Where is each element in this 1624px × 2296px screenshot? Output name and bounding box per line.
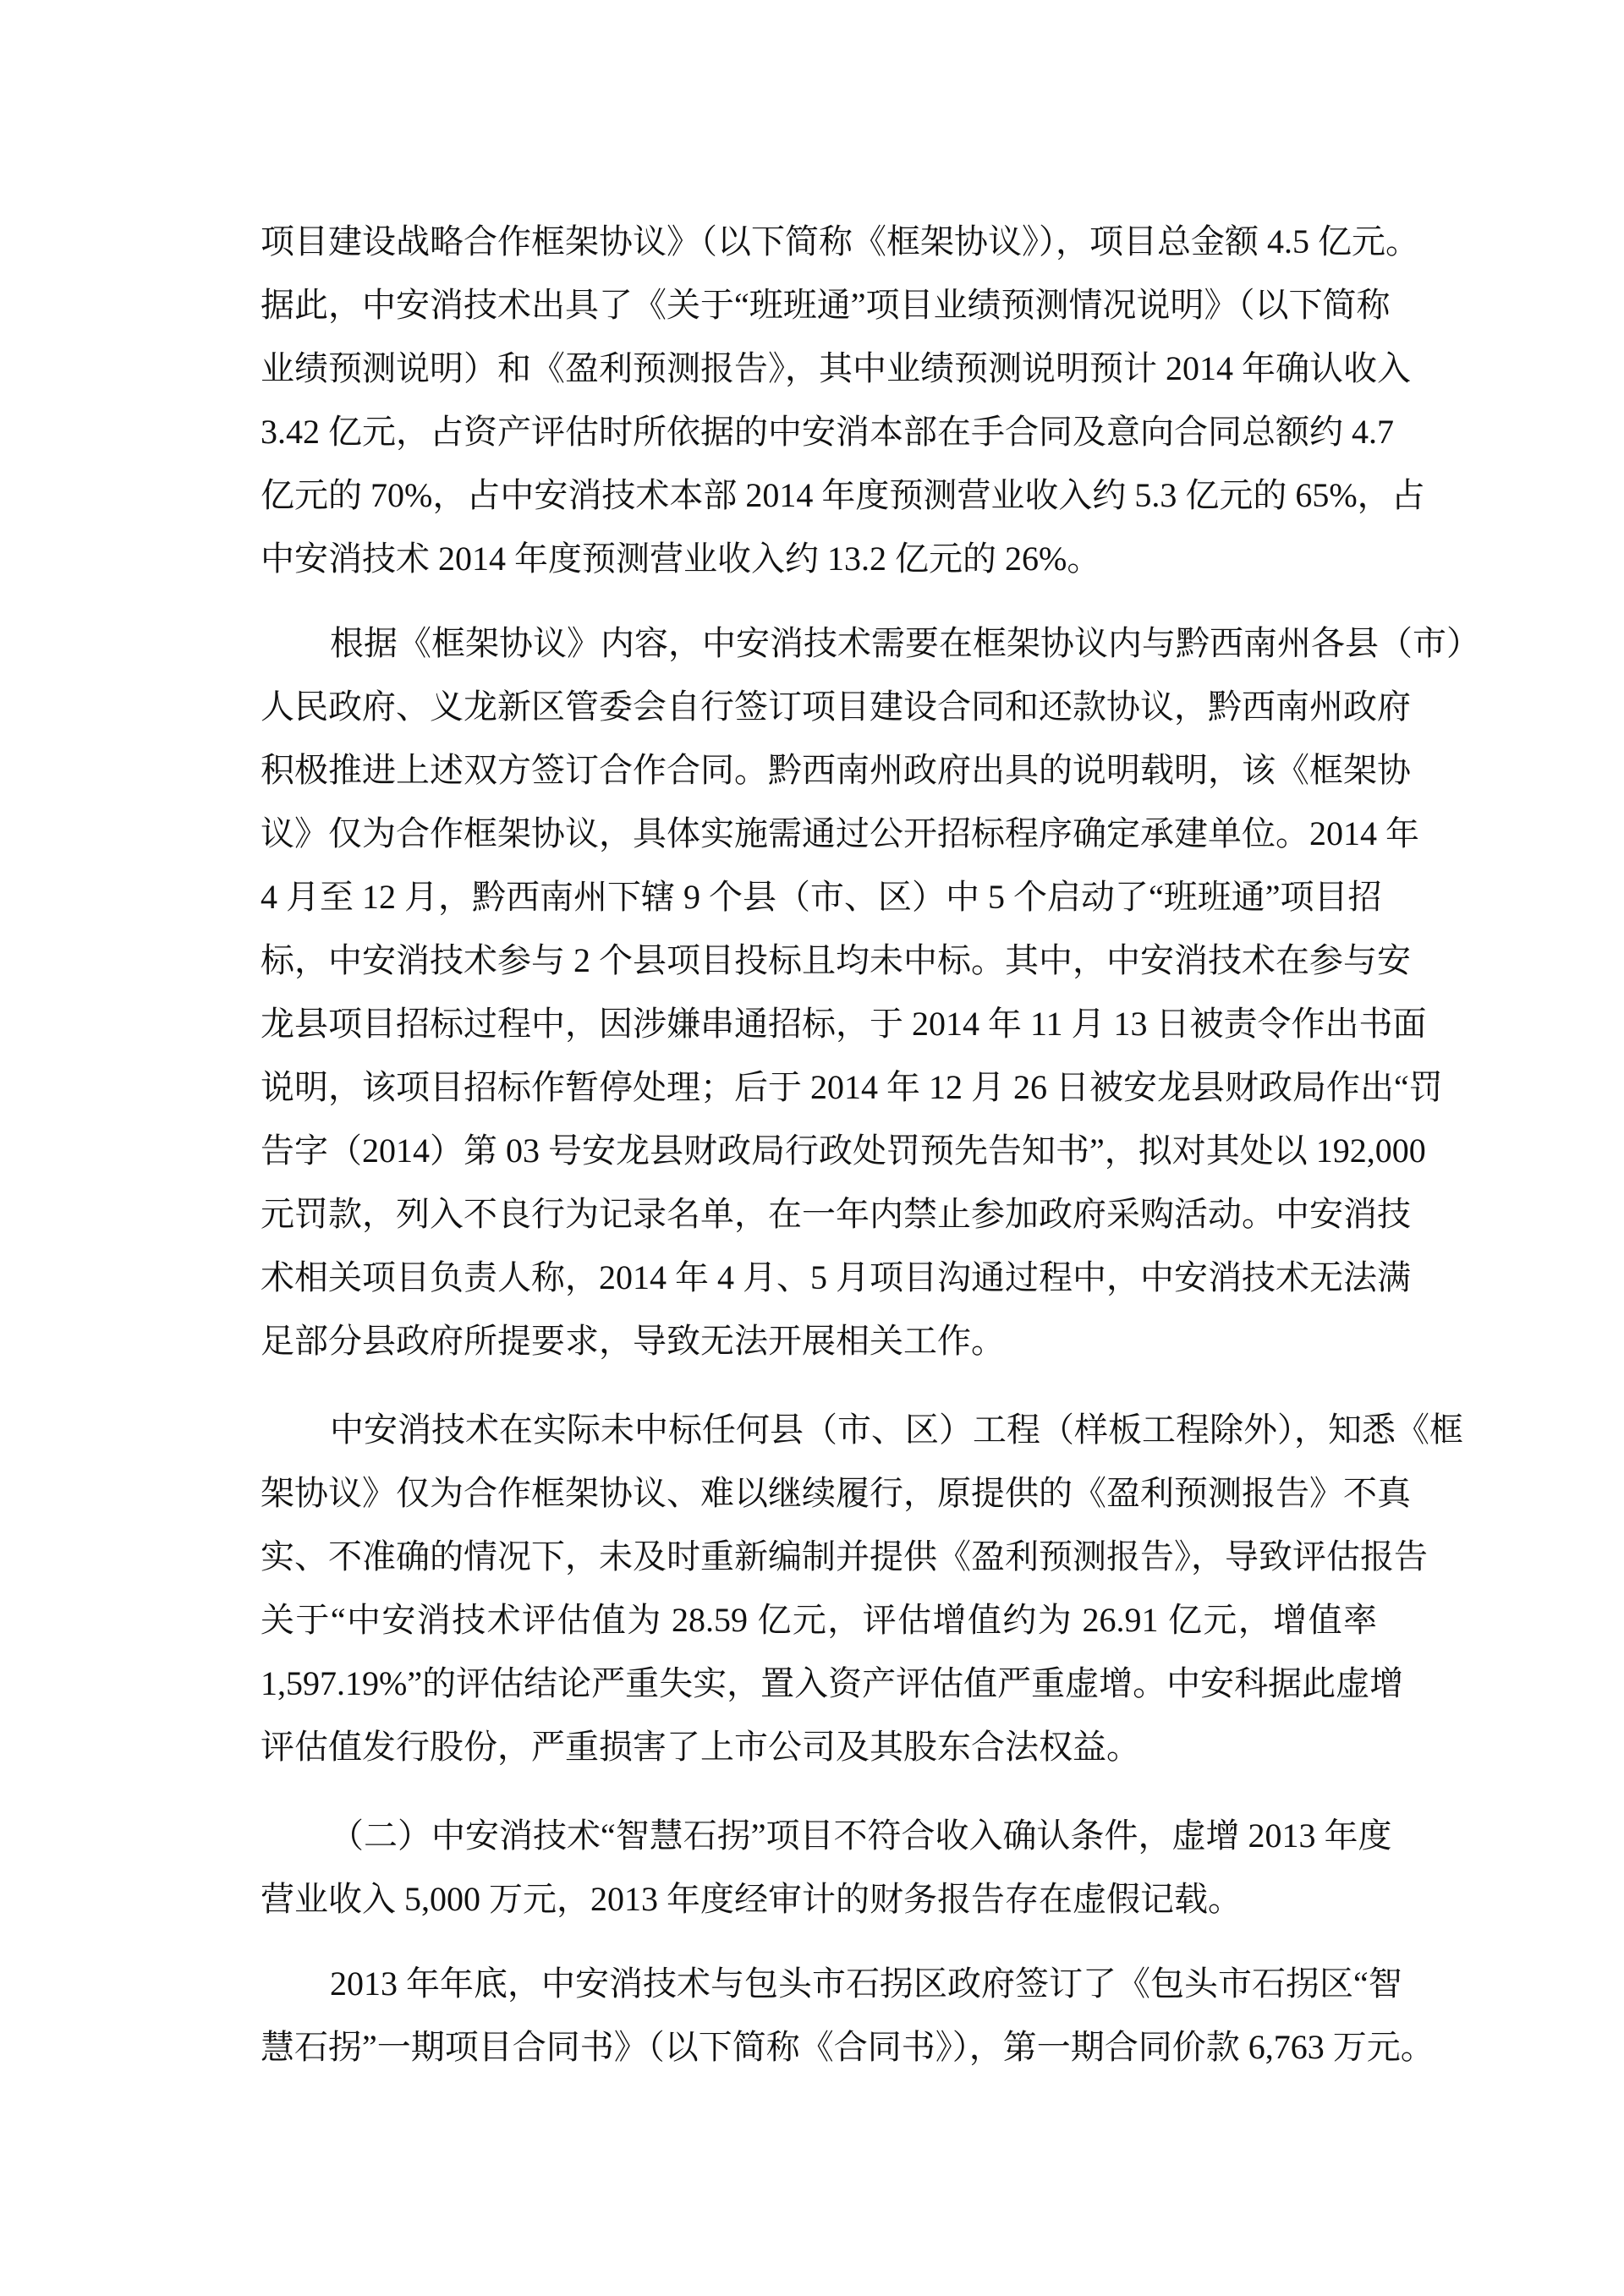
text-line: 根据《框架协议》内容，中安消技术需要在框架协议内与黔西南州各县（市） xyxy=(330,624,1480,662)
text-line: 人民政府、义龙新区管委会自行签订项目建设合同和还款协议，黔西南州政府 xyxy=(261,688,1411,726)
paragraph-3 xyxy=(261,1398,1463,1778)
paragraph-5 xyxy=(261,1952,1435,2079)
text-line: 关于“中安消技术评估值为 28.59 亿元，评估增值约为 26.91 亿元，增值率 xyxy=(261,1601,1377,1639)
text-line: 中安消技术 2014 年度预测营业收入约 13.2 亿元的 26%。 xyxy=(261,540,1101,578)
text-line: 实、不准确的情况下，未及时重新编制并提供《盈利预测报告》，导致评估报告 xyxy=(261,1537,1428,1575)
text-line: 龙县项目招标过程中，因涉嫌串通招标，于 2014 年 11 月 13 日被责令作出书面 xyxy=(261,1005,1427,1043)
text-line: 业绩预测说明）和《盈利预测报告》，其中业绩预测说明预计 2014 年确认收入 xyxy=(261,349,1411,387)
text-line: 足部分县政府所提要求，导致无法开展相关工作。 xyxy=(261,1322,1005,1360)
paragraph-1 xyxy=(261,210,1425,590)
text-line: 4 月至 12 月，黔西南州下辖 9 个县（市、区）中 5 个启动了“班班通”项目招 xyxy=(261,878,1382,916)
text-line: 项目建设战略合作框架协议》（以下简称《框架协议》），项目总金额 4.5 亿元。 xyxy=(261,222,1419,260)
text-line: 3.42 亿元，占资产评估时所依据的中安消本部在手合同及意向合同总额约 4.7 xyxy=(261,413,1394,451)
text-line: 告字（2014）第 03 号安龙县财政局行政处罚预先告知书”，拟对其处以 192,000 xyxy=(261,1132,1426,1170)
paragraph-2 xyxy=(261,611,1480,1373)
text-line: 营业收入 5,000 万元，2013 年度经审计的财务报告存在虚假记载。 xyxy=(261,1880,1242,1918)
text-line: 术相关项目负责人称，2014 年 4 月、5 月项目沟通过程中，中安消技术无法满 xyxy=(261,1258,1411,1296)
text-line: 积极推进上述双方签订合作合同。黔西南州政府出具的说明载明，该《框架协 xyxy=(261,751,1411,789)
text-line: 架协议》仅为合作框架协议、难以继续履行，原提供的《盈利预测报告》不真 xyxy=(261,1474,1411,1512)
text-line: 评估值发行股份，严重损害了上市公司及其股东合法权益。 xyxy=(261,1728,1140,1766)
text-line: 标，中安消技术参与 2 个县项目投标且均未中标。其中，中安消技术在参与安 xyxy=(261,941,1411,979)
text-line: 据此，中安消技术出具了《关于“班班通”项目业绩预测情况说明》（以下简称 xyxy=(261,286,1391,324)
text-line: 议》仅为合作框架协议，具体实施需通过公开招标程序确定承建单位。2014 年 xyxy=(261,814,1419,852)
text-line: 说明，该项目招标作暂停处理；后于 2014 年 12 月 26 日被安龙县财政局作出“罚 xyxy=(261,1068,1443,1106)
text-line: 元罚款，列入不良行为记录名单，在一年内禁止参加政府采购活动。中安消技 xyxy=(261,1195,1411,1233)
section-heading xyxy=(261,1804,1392,1931)
text-line: （二）中安消技术“智慧石拐”项目不符合收入确认条件，虚增 2013 年度 xyxy=(330,1817,1392,1855)
text-line: 亿元的 70%，占中安消技术本部 2014 年度预测营业收入约 5.3 亿元的 65%，占 xyxy=(261,476,1425,514)
text-line: 1,597.19%”的评估结论严重失实，置入资产评估值严重虚增。中安科据此虚增 xyxy=(261,1664,1404,1702)
text-line: 2013 年年底，中安消技术与包头市石拐区政府签订了《包头市石拐区“智 xyxy=(330,1964,1402,2003)
text-line: 慧石拐”一期项目合同书》（以下简称《合同书》），第一期合同价款 6,763 万元。 xyxy=(261,2028,1435,2066)
text-line: 中安消技术在实际未中标任何县（市、区）工程（样板工程除外），知悉《框 xyxy=(330,1411,1463,1449)
